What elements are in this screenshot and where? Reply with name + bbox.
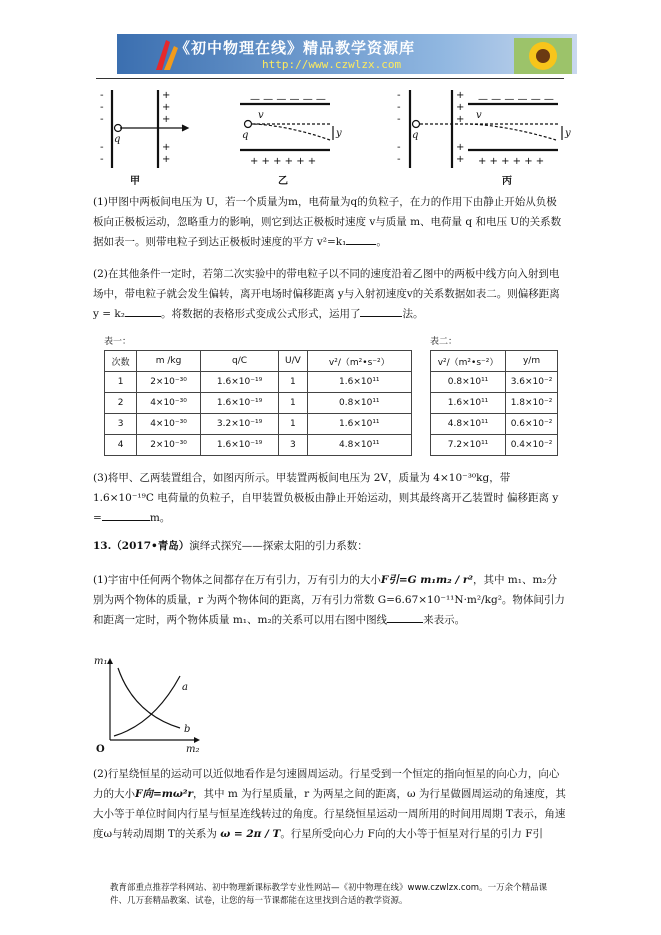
svg-text:+: +	[456, 142, 465, 153]
table-row: 3 4×10⁻³⁰ 3.2×10⁻¹⁹ 1 1.6×10¹¹	[105, 414, 412, 435]
q12-part1: (1)甲图中两板间电压为 U，若一个质量为m，电荷量为q的负粒子，在力的作用下由静止开始从负极板向正极板运动，忽略重力的影响，则它到达正极板时速度 v与质量 m、电荷量 q 和电压 U的关系数据如表一。则带电粒子到达正极板时速度的平方 v²=k₁ 。	[93, 196, 562, 248]
m1-m2-graph	[94, 654, 204, 754]
svg-text:-: -	[397, 114, 401, 125]
table-header: v²/（m²•s⁻²）	[431, 351, 506, 372]
label-y-bing: y	[565, 128, 571, 139]
q13-part2: (2)行星绕恒星的运动可以近似地看作是匀速圆周运动。行星受到一个恒定的指向恒星的向心力，向心力的大小F向=mω²r，其中 m 为行星质量，r 为两星之间的距离，ω 为行星做圆周运动的角速度，其大小等于单位时间内行星与恒星连线转过的角度。行星绕恒星运动一周所用的时间用周期 T表示，角速度ω与转动周期 T的关系为 ω = 2π / T。行星所受向心力 F向的大小等于恒星对行星的引力 F引	[93, 768, 566, 840]
svg-text:-: -	[397, 142, 401, 153]
svg-text:-: -	[100, 102, 104, 113]
table-2	[430, 350, 558, 456]
label-jia: 甲	[130, 176, 140, 187]
q13-heading: 13.（2017•青岛）演绎式探究——探索太阳的引力系数：	[93, 540, 368, 552]
answer-blank[interactable]	[387, 610, 423, 623]
label-q-bing: q	[412, 130, 419, 141]
answer-blank[interactable]	[346, 232, 376, 245]
answer-blank[interactable]	[102, 508, 150, 521]
table-header: m /kg	[137, 351, 201, 372]
label-q-yi: q	[242, 130, 249, 141]
formula-gravity: F引=G m₁m₂ / r²	[380, 574, 473, 586]
table-header: y/m	[506, 351, 558, 372]
table-row: 7.2×10¹¹ 0.4×10⁻²	[431, 435, 558, 456]
svg-text:-: -	[100, 142, 104, 153]
q12-part3: (3)将甲、乙两装置组合，如图丙所示。甲装置两板间电压为 2V，质量为 4×10⁻³⁰kg，带 1.6×10⁻¹⁹C 电荷量的负粒子，自甲装置负极板由静止开始运动，则其最终离开乙装置时 偏移距离 y = m。	[93, 472, 559, 524]
svg-text:-: -	[100, 114, 104, 125]
svg-text:-: -	[397, 90, 401, 101]
banner-title: 《初中物理在线》精品教学资源库	[175, 39, 416, 57]
svg-text:-: -	[397, 154, 401, 165]
svg-text:+ + + + + +: + + + + + +	[478, 156, 545, 167]
label-bing: 丙	[502, 176, 512, 187]
page-footer: 教育部重点推荐学科网站、初中物理新课标教学专业性网站—《初中物理在线》www.czwlzx.com。一万余个精品课件、几万套精品教案、试卷，让您的每一节课都能在这里找到合适的教学资源。	[110, 883, 548, 906]
svg-text:+: +	[456, 102, 465, 113]
table-row: 0.8×10¹¹ 3.6×10⁻²	[431, 372, 558, 393]
diagram-jia	[112, 90, 188, 168]
sunflower-image-icon	[514, 38, 572, 74]
svg-text:+: +	[162, 142, 171, 153]
diagram-yi	[240, 104, 333, 150]
table-header: U/V	[279, 351, 307, 372]
label-q-jia: q	[114, 134, 121, 145]
table-header: q/C	[200, 351, 278, 372]
label-y-yi: y	[336, 128, 342, 139]
formula-omega: ω = 2π / T	[220, 828, 281, 840]
header-divider	[96, 78, 564, 79]
table-row: 1 2×10⁻³⁰ 1.6×10⁻¹⁹ 1 1.6×10¹¹	[105, 372, 412, 393]
table-row: 1.6×10¹¹ 1.8×10⁻²	[431, 393, 558, 414]
svg-text:— — — — — —: — — — — — —	[478, 94, 554, 105]
svg-text:+: +	[162, 154, 171, 165]
svg-text:+: +	[456, 90, 465, 101]
formula-centripetal: F向=mω²r	[135, 788, 193, 800]
svg-text:— — — — — —: — — — — — —	[250, 94, 326, 105]
label-v-bing: v	[476, 110, 482, 121]
label-v-yi: v	[258, 110, 264, 121]
curve-b	[118, 668, 180, 728]
q13-part1: (1)宇宙中任何两个物体之间都存在万有引力，万有引力的大小F引=G m₁m₂ / r²，其中 m₁、m₂分别为两个物体的质量，r 为两个物体间的距离，万有引力常数 G=6.67×10⁻¹¹N·m²/kg²。物体间引力和距离一定时，两个物体质量 m₁、m₂的关系可以用右图中图线 来表示。	[93, 574, 565, 626]
label-yi: 乙	[278, 176, 288, 187]
answer-blank[interactable]	[125, 304, 161, 317]
svg-text:-: -	[397, 102, 401, 113]
table-header: v²/（m²•s⁻²）	[307, 351, 411, 372]
table-row: 4.8×10¹¹ 0.6×10⁻²	[431, 414, 558, 435]
graph-xlabel: m₂	[186, 744, 200, 754]
svg-text:+: +	[456, 114, 465, 125]
svg-text:+: +	[162, 114, 171, 125]
svg-text:+ + + + + +: + + + + + +	[250, 156, 317, 167]
svg-text:+: +	[162, 102, 171, 113]
graph-curve-b-label: b	[184, 724, 191, 735]
table-header: 次数	[105, 351, 137, 372]
q12-part2: (2)在其他条件一定时，若第二次实验中的带电粒子以不同的速度沿着乙图中的两板中线方向入射到电场中，带电粒子就会发生偏转，离开电场时偏移距离 y与入射初速度v的关系数据如表二。则偏移距离 y = k₂ 。将数据的表格形式变成公式形式，运用了 法。	[93, 268, 560, 320]
table-row: 4 2×10⁻³⁰ 1.6×10⁻¹⁹ 3 4.8×10¹¹	[105, 435, 412, 456]
svg-text:-: -	[100, 154, 104, 165]
graph-ylabel: m₁	[94, 656, 108, 667]
answer-blank[interactable]	[360, 304, 402, 317]
curve-a	[114, 676, 180, 736]
capacitor-diagrams	[90, 84, 580, 188]
table-1	[104, 350, 412, 456]
svg-text:+: +	[456, 154, 465, 165]
graph-curve-a-label: a	[182, 682, 188, 693]
graph-origin: O	[96, 744, 105, 754]
banner-url: http://www.czwlzx.com	[262, 58, 402, 71]
table2-caption: 表二：	[430, 337, 458, 347]
svg-text:-: -	[100, 90, 104, 101]
table-row: 2 4×10⁻³⁰ 1.6×10⁻¹⁹ 1 0.8×10¹¹	[105, 393, 412, 414]
svg-text:+: +	[162, 90, 171, 101]
table1-caption: 表一：	[104, 337, 132, 347]
